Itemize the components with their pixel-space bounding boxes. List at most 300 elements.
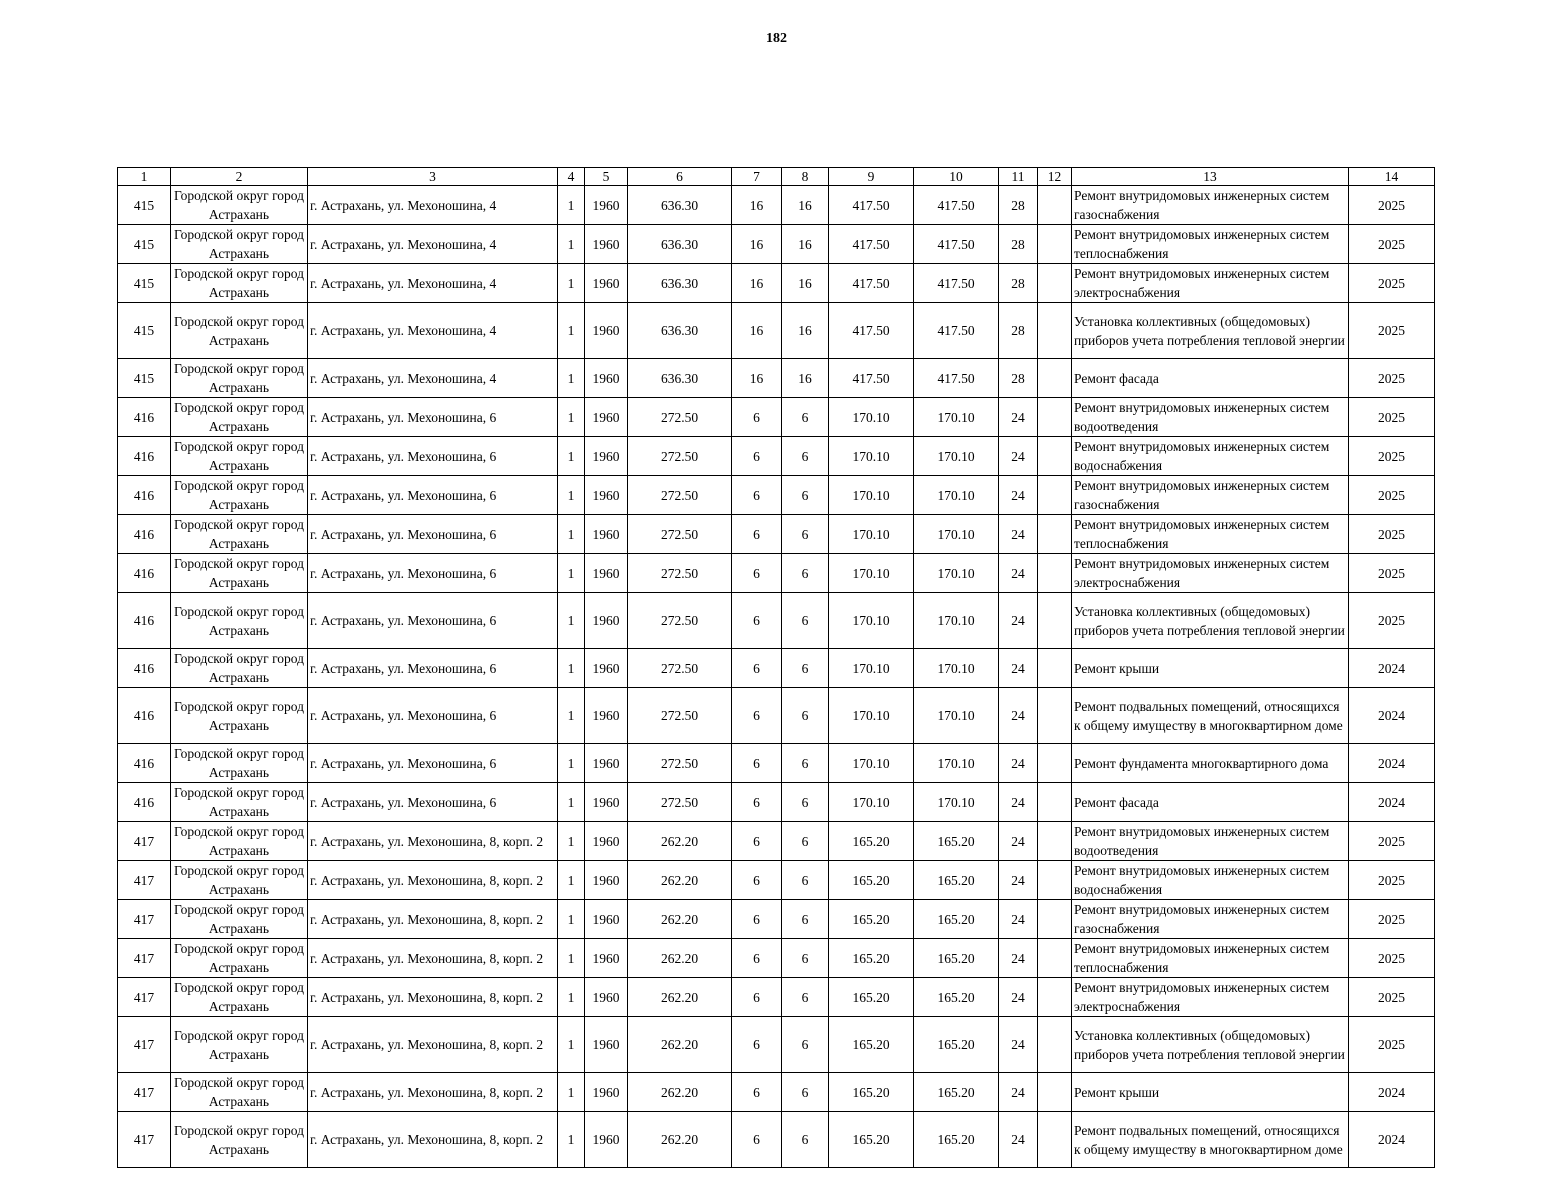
address-cell: г. Астрахань, ул. Мехоношина, 8, корп. 2 (308, 900, 558, 939)
municipality-cell: Городской округ город Астрахань (171, 225, 308, 264)
cell-col11: 24 (999, 476, 1038, 515)
municipality-cell: Городской округ город Астрахань (171, 359, 308, 398)
cell-col9: 165.20 (829, 861, 914, 900)
cell-col4: 1 (558, 554, 585, 593)
cell-col4: 1 (558, 688, 585, 744)
cell-col4: 1 (558, 939, 585, 978)
cell-col6: 272.50 (628, 688, 732, 744)
year-built-cell: 1960 (585, 939, 628, 978)
work-type-cell: Установка коллективных (общедомовых) приборов учета потребления тепловой энергии (1072, 303, 1349, 359)
cell-col8: 6 (782, 783, 829, 822)
cell-col11: 28 (999, 225, 1038, 264)
cell-col12 (1038, 688, 1072, 744)
cell-col9: 170.10 (829, 476, 914, 515)
cell-col8: 6 (782, 1112, 829, 1168)
cell-col11: 24 (999, 688, 1038, 744)
municipality-cell: Городской округ город Астрахань (171, 476, 308, 515)
plan-year-cell: 2024 (1349, 688, 1435, 744)
cell-col8: 6 (782, 515, 829, 554)
address-cell: г. Астрахань, ул. Мехоношина, 4 (308, 359, 558, 398)
cell-col4: 1 (558, 783, 585, 822)
work-type-cell: Установка коллективных (общедомовых) приборов учета потребления тепловой энергии (1072, 1017, 1349, 1073)
work-type-cell: Ремонт внутридомовых инженерных систем водоотведения (1072, 398, 1349, 437)
plan-year-cell: 2025 (1349, 593, 1435, 649)
year-built-cell: 1960 (585, 476, 628, 515)
municipality-cell: Городской округ город Астрахань (171, 783, 308, 822)
cell-col8: 6 (782, 861, 829, 900)
cell-col12 (1038, 359, 1072, 398)
cell-col8: 16 (782, 359, 829, 398)
cell-col7: 16 (732, 264, 782, 303)
cell-col11: 24 (999, 744, 1038, 783)
cell-col9: 170.10 (829, 688, 914, 744)
row-number: 416 (118, 649, 171, 688)
plan-year-cell: 2025 (1349, 437, 1435, 476)
row-number: 415 (118, 303, 171, 359)
municipality-cell: Городской округ город Астрахань (171, 1112, 308, 1168)
work-type-cell: Ремонт внутридомовых инженерных систем теплоснабжения (1072, 939, 1349, 978)
cell-col4: 1 (558, 1073, 585, 1112)
row-number: 415 (118, 225, 171, 264)
cell-col11: 24 (999, 515, 1038, 554)
cell-col6: 636.30 (628, 264, 732, 303)
cell-col10: 417.50 (914, 359, 999, 398)
table-row (118, 688, 1435, 744)
cell-col6: 272.50 (628, 783, 732, 822)
cell-col4: 1 (558, 1112, 585, 1168)
plan-year-cell: 2025 (1349, 554, 1435, 593)
table-row (118, 744, 1435, 783)
column-header: 1 (118, 168, 171, 186)
cell-col7: 6 (732, 649, 782, 688)
cell-col9: 417.50 (829, 186, 914, 225)
cell-col4: 1 (558, 649, 585, 688)
cell-col9: 417.50 (829, 225, 914, 264)
table-row (118, 515, 1435, 554)
cell-col4: 1 (558, 744, 585, 783)
cell-col6: 262.20 (628, 900, 732, 939)
cell-col8: 6 (782, 649, 829, 688)
cell-col7: 6 (732, 1017, 782, 1073)
year-built-cell: 1960 (585, 303, 628, 359)
cell-col7: 16 (732, 359, 782, 398)
year-built-cell: 1960 (585, 1073, 628, 1112)
cell-col6: 272.50 (628, 554, 732, 593)
cell-col10: 165.20 (914, 1112, 999, 1168)
cell-col10: 165.20 (914, 861, 999, 900)
cell-col9: 170.10 (829, 783, 914, 822)
cell-col12 (1038, 476, 1072, 515)
row-number: 417 (118, 900, 171, 939)
year-built-cell: 1960 (585, 822, 628, 861)
municipality-cell: Городской округ город Астрахань (171, 515, 308, 554)
cell-col11: 28 (999, 186, 1038, 225)
table-row (118, 554, 1435, 593)
cell-col8: 6 (782, 978, 829, 1017)
cell-col4: 1 (558, 398, 585, 437)
cell-col10: 417.50 (914, 186, 999, 225)
column-header: 9 (829, 168, 914, 186)
cell-col12 (1038, 822, 1072, 861)
year-built-cell: 1960 (585, 225, 628, 264)
cell-col6: 272.50 (628, 398, 732, 437)
cell-col8: 6 (782, 744, 829, 783)
address-cell: г. Астрахань, ул. Мехоношина, 6 (308, 783, 558, 822)
cell-col11: 24 (999, 437, 1038, 476)
cell-col10: 417.50 (914, 303, 999, 359)
cell-col12 (1038, 744, 1072, 783)
row-number: 415 (118, 264, 171, 303)
municipality-cell: Городской округ город Астрахань (171, 398, 308, 437)
plan-year-cell: 2025 (1349, 186, 1435, 225)
cell-col9: 165.20 (829, 978, 914, 1017)
cell-col12 (1038, 398, 1072, 437)
year-built-cell: 1960 (585, 398, 628, 437)
cell-col7: 6 (732, 978, 782, 1017)
column-header: 2 (171, 168, 308, 186)
plan-year-cell: 2025 (1349, 225, 1435, 264)
cell-col10: 170.10 (914, 476, 999, 515)
cell-col12 (1038, 593, 1072, 649)
cell-col4: 1 (558, 861, 585, 900)
cell-col11: 24 (999, 1112, 1038, 1168)
cell-col8: 6 (782, 398, 829, 437)
row-number: 417 (118, 861, 171, 900)
address-cell: г. Астрахань, ул. Мехоношина, 4 (308, 225, 558, 264)
table-row (118, 1073, 1435, 1112)
table-row (118, 900, 1435, 939)
municipality-cell: Городской округ город Астрахань (171, 744, 308, 783)
cell-col9: 170.10 (829, 437, 914, 476)
cell-col10: 165.20 (914, 1073, 999, 1112)
cell-col7: 16 (732, 303, 782, 359)
year-built-cell: 1960 (585, 1017, 628, 1073)
address-cell: г. Астрахань, ул. Мехоношина, 8, корп. 2 (308, 1112, 558, 1168)
column-header: 12 (1038, 168, 1072, 186)
row-number: 416 (118, 554, 171, 593)
cell-col10: 170.10 (914, 649, 999, 688)
cell-col6: 272.50 (628, 744, 732, 783)
cell-col7: 6 (732, 515, 782, 554)
cell-col10: 165.20 (914, 978, 999, 1017)
address-cell: г. Астрахань, ул. Мехоношина, 8, корп. 2 (308, 822, 558, 861)
cell-col4: 1 (558, 303, 585, 359)
cell-col10: 170.10 (914, 783, 999, 822)
year-built-cell: 1960 (585, 861, 628, 900)
cell-col6: 636.30 (628, 303, 732, 359)
page-number: 182 (766, 31, 787, 46)
cell-col8: 6 (782, 593, 829, 649)
cell-col11: 24 (999, 1017, 1038, 1073)
row-number: 417 (118, 939, 171, 978)
year-built-cell: 1960 (585, 744, 628, 783)
cell-col4: 1 (558, 359, 585, 398)
plan-year-cell: 2025 (1349, 978, 1435, 1017)
year-built-cell: 1960 (585, 264, 628, 303)
year-built-cell: 1960 (585, 359, 628, 398)
work-type-cell: Ремонт внутридомовых инженерных систем электроснабжения (1072, 978, 1349, 1017)
cell-col9: 170.10 (829, 515, 914, 554)
cell-col10: 165.20 (914, 822, 999, 861)
cell-col6: 262.20 (628, 1017, 732, 1073)
plan-year-cell: 2025 (1349, 861, 1435, 900)
cell-col10: 170.10 (914, 515, 999, 554)
table-row (118, 437, 1435, 476)
municipality-cell: Городской округ город Астрахань (171, 264, 308, 303)
cell-col7: 6 (732, 476, 782, 515)
row-number: 415 (118, 186, 171, 225)
work-type-cell: Ремонт крыши (1072, 649, 1349, 688)
cell-col7: 6 (732, 1112, 782, 1168)
plan-year-cell: 2025 (1349, 900, 1435, 939)
cell-col12 (1038, 783, 1072, 822)
cell-col11: 24 (999, 978, 1038, 1017)
municipality-cell: Городской округ город Астрахань (171, 554, 308, 593)
cell-col6: 262.20 (628, 1112, 732, 1168)
cell-col7: 16 (732, 225, 782, 264)
cell-col12 (1038, 225, 1072, 264)
table-row (118, 1017, 1435, 1073)
year-built-cell: 1960 (585, 649, 628, 688)
cell-col10: 165.20 (914, 1017, 999, 1073)
cell-col9: 417.50 (829, 359, 914, 398)
work-type-cell: Ремонт внутридомовых инженерных систем газоснабжения (1072, 186, 1349, 225)
cell-col11: 28 (999, 303, 1038, 359)
plan-year-cell: 2025 (1349, 264, 1435, 303)
cell-col9: 165.20 (829, 1017, 914, 1073)
cell-col10: 170.10 (914, 744, 999, 783)
cell-col12 (1038, 649, 1072, 688)
plan-year-cell: 2024 (1349, 649, 1435, 688)
cell-col7: 6 (732, 688, 782, 744)
cell-col12 (1038, 939, 1072, 978)
work-type-cell: Ремонт внутридомовых инженерных систем водоснабжения (1072, 861, 1349, 900)
year-built-cell: 1960 (585, 783, 628, 822)
cell-col6: 272.50 (628, 649, 732, 688)
plan-year-cell: 2025 (1349, 398, 1435, 437)
cell-col12 (1038, 861, 1072, 900)
address-cell: г. Астрахань, ул. Мехоношина, 8, корп. 2 (308, 939, 558, 978)
cell-col7: 6 (732, 939, 782, 978)
cell-col10: 417.50 (914, 225, 999, 264)
cell-col7: 16 (732, 186, 782, 225)
work-type-cell: Ремонт внутридомовых инженерных систем водоснабжения (1072, 437, 1349, 476)
cell-col9: 165.20 (829, 1073, 914, 1112)
cell-col12 (1038, 900, 1072, 939)
cell-col6: 262.20 (628, 978, 732, 1017)
year-built-cell: 1960 (585, 515, 628, 554)
cell-col12 (1038, 264, 1072, 303)
work-type-cell: Ремонт внутридомовых инженерных систем водоотведения (1072, 822, 1349, 861)
address-cell: г. Астрахань, ул. Мехоношина, 6 (308, 554, 558, 593)
cell-col12 (1038, 186, 1072, 225)
cell-col8: 16 (782, 264, 829, 303)
cell-col8: 6 (782, 939, 829, 978)
row-number: 417 (118, 1073, 171, 1112)
cell-col8: 6 (782, 900, 829, 939)
row-number: 417 (118, 1017, 171, 1073)
plan-year-cell: 2025 (1349, 476, 1435, 515)
cell-col9: 165.20 (829, 822, 914, 861)
cell-col8: 16 (782, 186, 829, 225)
table-row (118, 649, 1435, 688)
cell-col6: 636.30 (628, 225, 732, 264)
table-row (118, 359, 1435, 398)
row-number: 416 (118, 593, 171, 649)
table-row (118, 303, 1435, 359)
cell-col4: 1 (558, 1017, 585, 1073)
cell-col7: 6 (732, 593, 782, 649)
cell-col9: 170.10 (829, 744, 914, 783)
cell-col12 (1038, 1112, 1072, 1168)
row-number: 417 (118, 822, 171, 861)
municipality-cell: Городской округ город Астрахань (171, 186, 308, 225)
cell-col10: 170.10 (914, 688, 999, 744)
work-type-cell: Ремонт внутридомовых инженерных систем электроснабжения (1072, 554, 1349, 593)
address-cell: г. Астрахань, ул. Мехоношина, 8, корп. 2 (308, 978, 558, 1017)
address-cell: г. Астрахань, ул. Мехоношина, 6 (308, 437, 558, 476)
cell-col4: 1 (558, 900, 585, 939)
address-cell: г. Астрахань, ул. Мехоношина, 6 (308, 649, 558, 688)
address-cell: г. Астрахань, ул. Мехоношина, 8, корп. 2 (308, 861, 558, 900)
cell-col12 (1038, 1073, 1072, 1112)
cell-col6: 262.20 (628, 861, 732, 900)
cell-col12 (1038, 978, 1072, 1017)
cell-col8: 6 (782, 437, 829, 476)
cell-col11: 24 (999, 939, 1038, 978)
column-header: 6 (628, 168, 732, 186)
table-row (118, 476, 1435, 515)
cell-col8: 6 (782, 1017, 829, 1073)
cell-col11: 24 (999, 1073, 1038, 1112)
municipality-cell: Городской округ город Астрахань (171, 939, 308, 978)
year-built-cell: 1960 (585, 1112, 628, 1168)
cell-col11: 24 (999, 398, 1038, 437)
table-row (118, 1112, 1435, 1168)
municipality-cell: Городской округ город Астрахань (171, 593, 308, 649)
cell-col9: 170.10 (829, 398, 914, 437)
cell-col4: 1 (558, 593, 585, 649)
year-built-cell: 1960 (585, 554, 628, 593)
address-cell: г. Астрахань, ул. Мехоношина, 6 (308, 744, 558, 783)
cell-col6: 262.20 (628, 1073, 732, 1112)
cell-col12 (1038, 554, 1072, 593)
plan-year-cell: 2025 (1349, 515, 1435, 554)
cell-col4: 1 (558, 186, 585, 225)
address-cell: г. Астрахань, ул. Мехоношина, 6 (308, 398, 558, 437)
municipality-cell: Городской округ город Астрахань (171, 1017, 308, 1073)
cell-col10: 165.20 (914, 939, 999, 978)
cell-col9: 165.20 (829, 900, 914, 939)
cell-col12 (1038, 1017, 1072, 1073)
row-number: 416 (118, 688, 171, 744)
cell-col9: 170.10 (829, 649, 914, 688)
year-built-cell: 1960 (585, 900, 628, 939)
cell-col11: 28 (999, 359, 1038, 398)
cell-col9: 165.20 (829, 939, 914, 978)
cell-col8: 6 (782, 822, 829, 861)
cell-col9: 417.50 (829, 264, 914, 303)
row-number: 416 (118, 515, 171, 554)
table-body (118, 186, 1435, 1168)
table-row (118, 822, 1435, 861)
municipality-cell: Городской округ город Астрахань (171, 861, 308, 900)
column-header: 4 (558, 168, 585, 186)
cell-col8: 6 (782, 554, 829, 593)
municipality-cell: Городской округ город Астрахань (171, 822, 308, 861)
work-type-cell: Ремонт фундамента многоквартирного дома (1072, 744, 1349, 783)
row-number: 415 (118, 359, 171, 398)
plan-year-cell: 2024 (1349, 744, 1435, 783)
cell-col9: 170.10 (829, 593, 914, 649)
municipality-cell: Городской округ город Астрахань (171, 978, 308, 1017)
work-type-cell: Ремонт внутридомовых инженерных систем газоснабжения (1072, 476, 1349, 515)
cell-col12 (1038, 303, 1072, 359)
cell-col4: 1 (558, 225, 585, 264)
plan-year-cell: 2025 (1349, 822, 1435, 861)
table-row (118, 593, 1435, 649)
work-type-cell: Ремонт внутридомовых инженерных систем газоснабжения (1072, 900, 1349, 939)
plan-year-cell: 2025 (1349, 1017, 1435, 1073)
cell-col8: 16 (782, 225, 829, 264)
row-number: 416 (118, 783, 171, 822)
address-cell: г. Астрахань, ул. Мехоношина, 8, корп. 2 (308, 1017, 558, 1073)
address-cell: г. Астрахань, ул. Мехоношина, 6 (308, 476, 558, 515)
plan-year-cell: 2025 (1349, 939, 1435, 978)
cell-col8: 6 (782, 1073, 829, 1112)
work-type-cell: Ремонт внутридомовых инженерных систем электроснабжения (1072, 264, 1349, 303)
work-type-cell: Ремонт фасада (1072, 359, 1349, 398)
year-built-cell: 1960 (585, 688, 628, 744)
cell-col4: 1 (558, 978, 585, 1017)
year-built-cell: 1960 (585, 437, 628, 476)
cell-col12 (1038, 437, 1072, 476)
cell-col10: 417.50 (914, 264, 999, 303)
row-number: 417 (118, 978, 171, 1017)
column-header: 3 (308, 168, 558, 186)
row-number: 416 (118, 437, 171, 476)
column-header: 10 (914, 168, 999, 186)
cell-col10: 170.10 (914, 398, 999, 437)
address-cell: г. Астрахань, ул. Мехоношина, 4 (308, 264, 558, 303)
cell-col7: 6 (732, 744, 782, 783)
column-header: 14 (1349, 168, 1435, 186)
column-header: 8 (782, 168, 829, 186)
address-cell: г. Астрахань, ул. Мехоношина, 6 (308, 593, 558, 649)
cell-col6: 272.50 (628, 515, 732, 554)
cell-col7: 6 (732, 554, 782, 593)
cell-col8: 16 (782, 303, 829, 359)
year-built-cell: 1960 (585, 593, 628, 649)
cell-col4: 1 (558, 264, 585, 303)
work-type-cell: Ремонт фасада (1072, 783, 1349, 822)
cell-col7: 6 (732, 822, 782, 861)
table-row (118, 398, 1435, 437)
table-row (118, 225, 1435, 264)
table-row (118, 939, 1435, 978)
cell-col7: 6 (732, 900, 782, 939)
cell-col10: 170.10 (914, 554, 999, 593)
work-type-cell: Ремонт подвальных помещений, относящихся к общему имуществу в многоквартирном доме (1072, 688, 1349, 744)
cell-col12 (1038, 515, 1072, 554)
plan-year-cell: 2024 (1349, 1073, 1435, 1112)
plan-year-cell: 2024 (1349, 1112, 1435, 1168)
cell-col4: 1 (558, 822, 585, 861)
table-row (118, 264, 1435, 303)
cell-col8: 6 (782, 688, 829, 744)
cell-col4: 1 (558, 476, 585, 515)
cell-col11: 24 (999, 593, 1038, 649)
